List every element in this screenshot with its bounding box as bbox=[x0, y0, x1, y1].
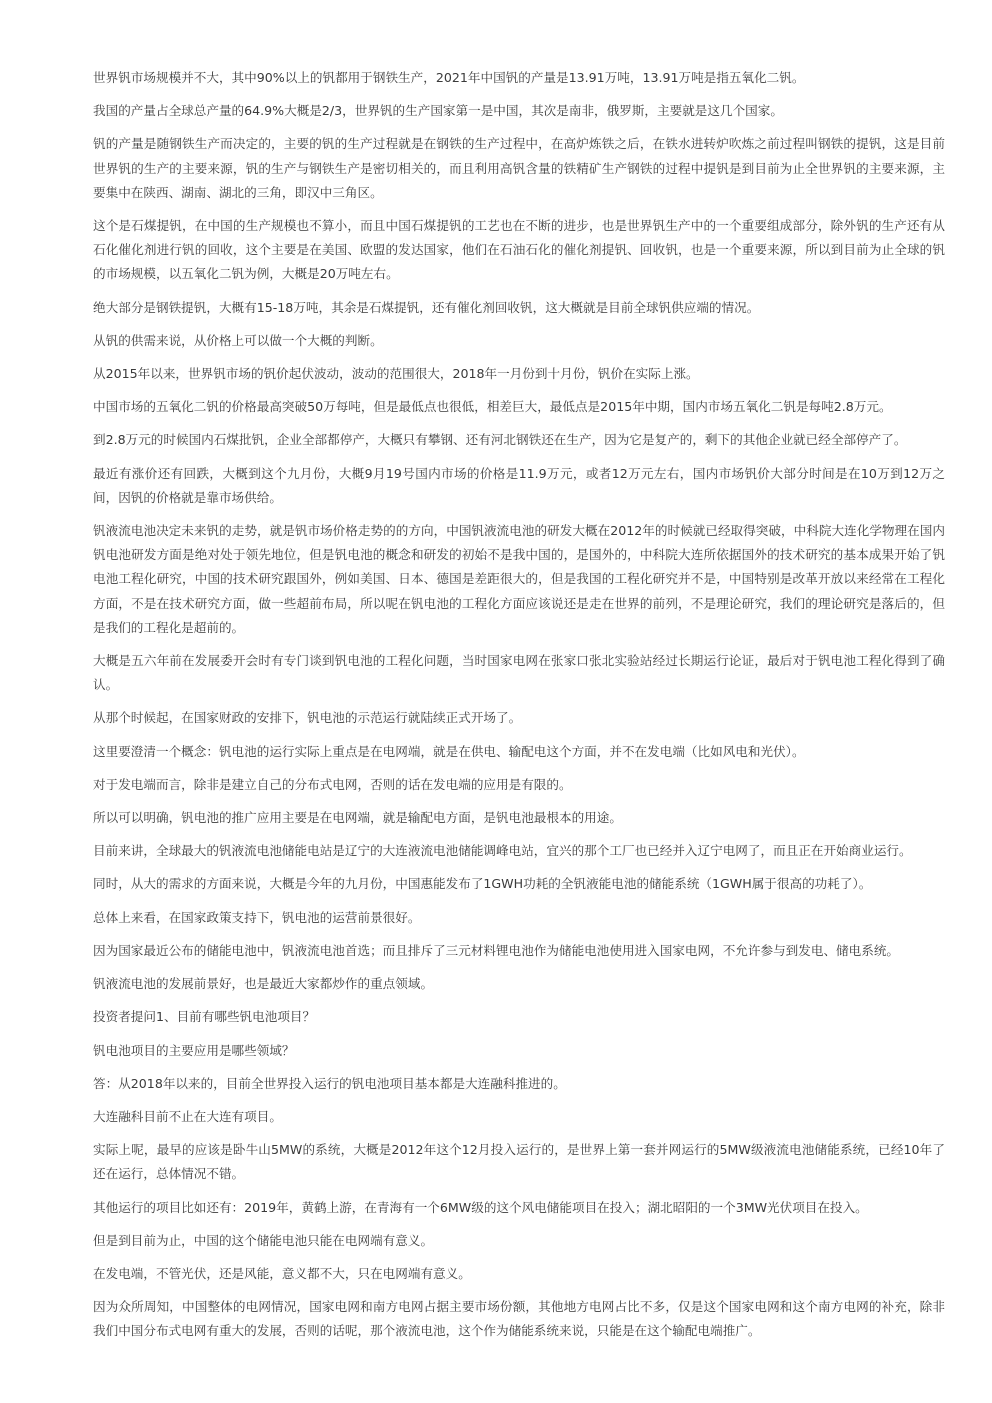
paragraph: 同时，从大的需求的方面来说，大概是今年的九月份，中国惠能发布了1GWH功耗的全钒液能电池的储能系统（1GWH属于很高的功耗了）。 bbox=[93, 876, 872, 892]
paragraph: 绝大部分是钢铁提钒，大概有15-18万吨，其余是石煤提钒，还有催化剂回收钒，这大概就是目前全球钒供应端的情况。 bbox=[93, 299, 760, 315]
paragraph: 因为众所周知，中国整体的电网情况，国家电网和南方电网占据主要市场份额，其他地方电网占比不多，仅是这个国家电网和这个南方电网的补充，除非我们中国分布式电网有重大的发展，否则的话呢，那个液流电池，这个作为储能系统来说，只能是在这个输配电端推广。 bbox=[93, 1299, 945, 1339]
paragraph: 到2.8万元的时候国内石煤批钒，企业全部都停产，大概只有攀钢、还有河北钢铁还在生产，因为它是复产的，剩下的其他企业就已经全部停产了。 bbox=[93, 432, 907, 448]
paragraph: 实际上呢，最早的应该是卧牛山5MW的系统，大概是2012年这个12月投入运行的，是世界上第一套并网运行的5MW级液流电池储能系统，已经10年了还在运行，总体情况不错。 bbox=[93, 1142, 945, 1182]
paragraph: 因为国家最近公布的储能电池中，钒液流电池首选；而且排斥了三元材料锂电池作为储能电池使用进入国家电网，不允许参与到发电、储电系统。 bbox=[93, 942, 899, 958]
paragraph: 其他运行的项目比如还有：2019年，黄鹤上游，在青海有一个6MW级的这个风电储能项目在投入；湖北昭阳的一个3MW光伏项目在投入。 bbox=[93, 1199, 868, 1215]
paragraph: 钒液流电池的发展前景好，也是最近大家都炒作的重点领域。 bbox=[93, 976, 434, 992]
paragraph: 总体上来看，在国家政策支持下，钒电池的运营前景很好。 bbox=[93, 909, 421, 925]
paragraph: 中国市场的五氧化二钒的价格最高突破50万每吨，但是最低点也很低，相差巨大，最低点是2015年中期，国内市场五氧化二钒是每吨2.8万元。 bbox=[93, 399, 892, 415]
paragraph: 钒的产量是随钢铁生产而决定的，主要的钒的生产过程就是在钢铁的生产过程中，在高炉炼铁之后，在铁水进转炉吹炼之前过程叫钢铁的提钒，这是目前世界钒的生产的主要来源，钒的生产与钢铁生产是密切相关的，而且利用高钒含量的铁精矿生产钢铁的过程中提钒是到目前为止全世界钒的主要来源，主要集中在陕西、湖南、湖北的三角，即汉中三角区。 bbox=[93, 136, 945, 200]
paragraph: 最近有涨价还有回跌，大概到这个九月份，大概9月19号国内市场的价格是11.9万元，或者12万元左右，国内市场钒价大部分时间是在10万到12万之间，因钒的价格就是靠市场供给。 bbox=[93, 465, 945, 505]
question-heading: 投资者提问1、目前有哪些钒电池项目？ bbox=[93, 1009, 316, 1025]
question-heading: 钒电池项目的主要应用是哪些领域？ bbox=[93, 1042, 295, 1058]
paragraph: 但是到目前为止，中国的这个储能电池只能在电网端有意义。 bbox=[93, 1232, 434, 1248]
answer-paragraph: 答：从2018年以来的，目前全世界投入运行的钒电池项目基本都是大连融科推进的。 bbox=[93, 1075, 566, 1091]
paragraph: 所以可以明确，钒电池的推广应用主要是在电网端，就是输配电方面，是钒电池最根本的用途。 bbox=[93, 810, 622, 826]
paragraph: 大概是五六年前在发展委开会时有专门谈到钒电池的工程化问题，当时国家电网在张家口张北实验站经过长期运行论证，最后对于钒电池工程化得到了确认。 bbox=[93, 653, 945, 693]
paragraph: 从那个时候起，在国家财政的安排下，钒电池的示范运行就陆续正式开场了。 bbox=[93, 710, 522, 726]
paragraph: 在发电端，不管光伏，还是风能，意义都不大，只在电网端有意义。 bbox=[93, 1265, 471, 1281]
paragraph: 对于发电端而言，除非是建立自己的分布式电网，否则的话在发电端的应用是有限的。 bbox=[93, 776, 572, 792]
paragraph: 目前来讲，全球最大的钒液流电池储能电站是辽宁的大连液流电池储能调峰电站，宜兴的那个工厂也已经并入辽宁电网了，而且正在开始商业运行。 bbox=[93, 843, 912, 859]
paragraph: 这里要澄清一个概念：钒电池的运行实际上重点是在电网端，就是在供电、输配电这个方面，并不在发电端（比如风电和光伏）。 bbox=[93, 743, 805, 759]
paragraph: 世界钒市场规模并不大，其中90%以上的钒都用于钢铁生产，2021年中国钒的产量是13.91万吨，13.91万吨是指五氧化二钒。 bbox=[93, 70, 805, 85]
paragraph: 从2015年以来，世界钒市场的钒价起伏波动，波动的范围很大，2018年一月份到十月份，钒价在实际上涨。 bbox=[93, 366, 699, 382]
paragraph: 从钒的供需来说，从价格上可以做一个大概的判断。 bbox=[93, 332, 383, 348]
paragraph: 我国的产量占全球总产量的64.9%大概是2/3，世界钒的生产国家第一是中国，其次是南非，俄罗斯，主要就是这几个国家。 bbox=[93, 103, 783, 119]
document-body bbox=[93, 66, 945, 1353]
paragraph: 这个是石煤提钒，在中国的生产规模也不算小，而且中国石煤提钒的工艺也在不断的进步，也是世界钒生产中的一个重要组成部分，除外钒的生产还有从石化催化剂进行钒的回收，这个主要是在美国、欧盟的发达国家，他们在石油石化的催化剂提钒、回收钒，也是一个重要来源，所以到目前为止全球的钒的市场规模，以五氧化二钒为例，大概是20万吨左右。 bbox=[93, 218, 945, 282]
paragraph: 钒液流电池决定未来钒的走势，就是钒市场价格走势的的方向，中国钒液流电池的研发大概在2012年的时候就已经取得突破，中科院大连化学物理在国内钒电池研发方面是绝对处于领先地位，但是钒电池的概念和研发的初始不是我中国的，是国外的，中科院大连所依据国外的技术研究的基本成果开始了钒电池工程化研究，中国的技术研究跟国外，例如美国、日本、德国是差距很大的，但是我国的工程化研究并不是，中国特别是改革开放以来经常在工程化方面，不是在技术研究方面，做一些超前布局，所以呢在钒电池的工程化方面应该说还是走在世界的前列，不是理论研究，我们的理论研究是落后的，但是我们的工程化是超前的。 bbox=[93, 523, 945, 635]
paragraph: 大连融科目前不止在大连有项目。 bbox=[93, 1108, 282, 1124]
